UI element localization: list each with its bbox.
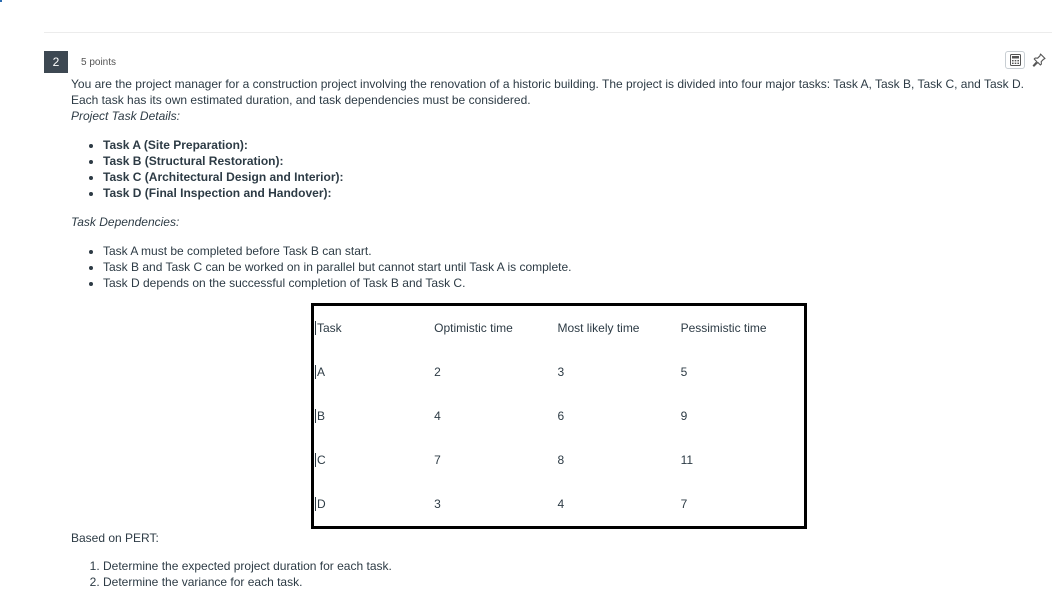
pin-icon xyxy=(1032,53,1046,67)
list-item: • Task A must be completed before Task B can start. xyxy=(103,243,1051,259)
table-cell: 3 xyxy=(557,365,565,379)
table-header-cell: Most likely time xyxy=(557,321,640,335)
table-cell: 8 xyxy=(557,453,565,467)
list-item: • Task A (Site Preparation): xyxy=(103,137,1051,153)
pin-question-button[interactable] xyxy=(1030,52,1048,68)
task-label: B xyxy=(317,409,326,423)
task-dependencies-heading: Task Dependencies: xyxy=(71,215,180,229)
question-body xyxy=(71,76,1051,291)
task-label: C xyxy=(317,453,326,467)
table-cell: 11 xyxy=(680,453,694,467)
task-details-list xyxy=(71,137,1051,201)
table-cell xyxy=(313,350,435,394)
based-on-pert-text: Based on PERT: xyxy=(71,531,159,545)
task-label: D xyxy=(317,497,326,511)
list-item: • Task C (Architectural Design and Interior): xyxy=(103,169,1051,185)
table-cell: 9 xyxy=(680,409,688,423)
table-header-row xyxy=(313,305,806,351)
table-cell xyxy=(313,394,435,438)
question-top-divider xyxy=(44,32,1052,33)
list-item: • Task D depends on the successful completion of Task B and Task C. xyxy=(103,275,1051,291)
list-item: 1. Determine the expected project duration for each task. xyxy=(103,558,392,574)
table-header-cell xyxy=(313,305,435,351)
pert-time-table xyxy=(311,303,807,529)
calculator-button[interactable] xyxy=(1005,51,1025,69)
header-task: Task xyxy=(317,321,342,335)
task-details-heading: Project Task Details: xyxy=(71,109,180,123)
table-header-cell: Optimistic time xyxy=(434,321,513,335)
question-number-badge: 2 xyxy=(44,51,68,73)
calculator-icon xyxy=(1010,54,1021,66)
table-cell: 7 xyxy=(434,453,441,467)
table-row xyxy=(313,482,806,528)
table-cell xyxy=(313,438,435,482)
question-steps-list xyxy=(71,558,392,590)
task-label: A xyxy=(317,365,326,379)
list-item: 2. Determine the variance for each task. xyxy=(103,574,392,590)
table-cell: 6 xyxy=(557,409,565,423)
question-intro: You are the project manager for a construction project involving the renovation of a historic building. The project is divided into four major tasks: Task A, Task B, Task C, and Task D. Each task has its own estimated duration, and task dependencies must be considered. xyxy=(71,77,1024,107)
list-item: • Task D (Final Inspection and Handover): xyxy=(103,185,1051,201)
table-cell: 7 xyxy=(680,497,688,511)
table-header-cell: Pessimistic time xyxy=(680,321,767,335)
corner-marker xyxy=(0,0,2,2)
question-points: 5 points xyxy=(81,57,117,68)
list-item: • Task B and Task C can be worked on in parallel but cannot start until Task A is complete. xyxy=(103,259,1051,275)
table-cell: 2 xyxy=(434,365,441,379)
table-cell: 3 xyxy=(434,497,441,511)
list-item: • Task B (Structural Restoration): xyxy=(103,153,1051,169)
table-cell: 4 xyxy=(434,409,441,423)
table-row xyxy=(313,394,806,438)
task-dependencies-list xyxy=(71,243,1051,291)
table-row xyxy=(313,350,806,394)
table-cell: 4 xyxy=(557,497,565,511)
table-row xyxy=(313,438,806,482)
table-cell: 5 xyxy=(680,365,688,379)
table-cell xyxy=(313,482,435,528)
